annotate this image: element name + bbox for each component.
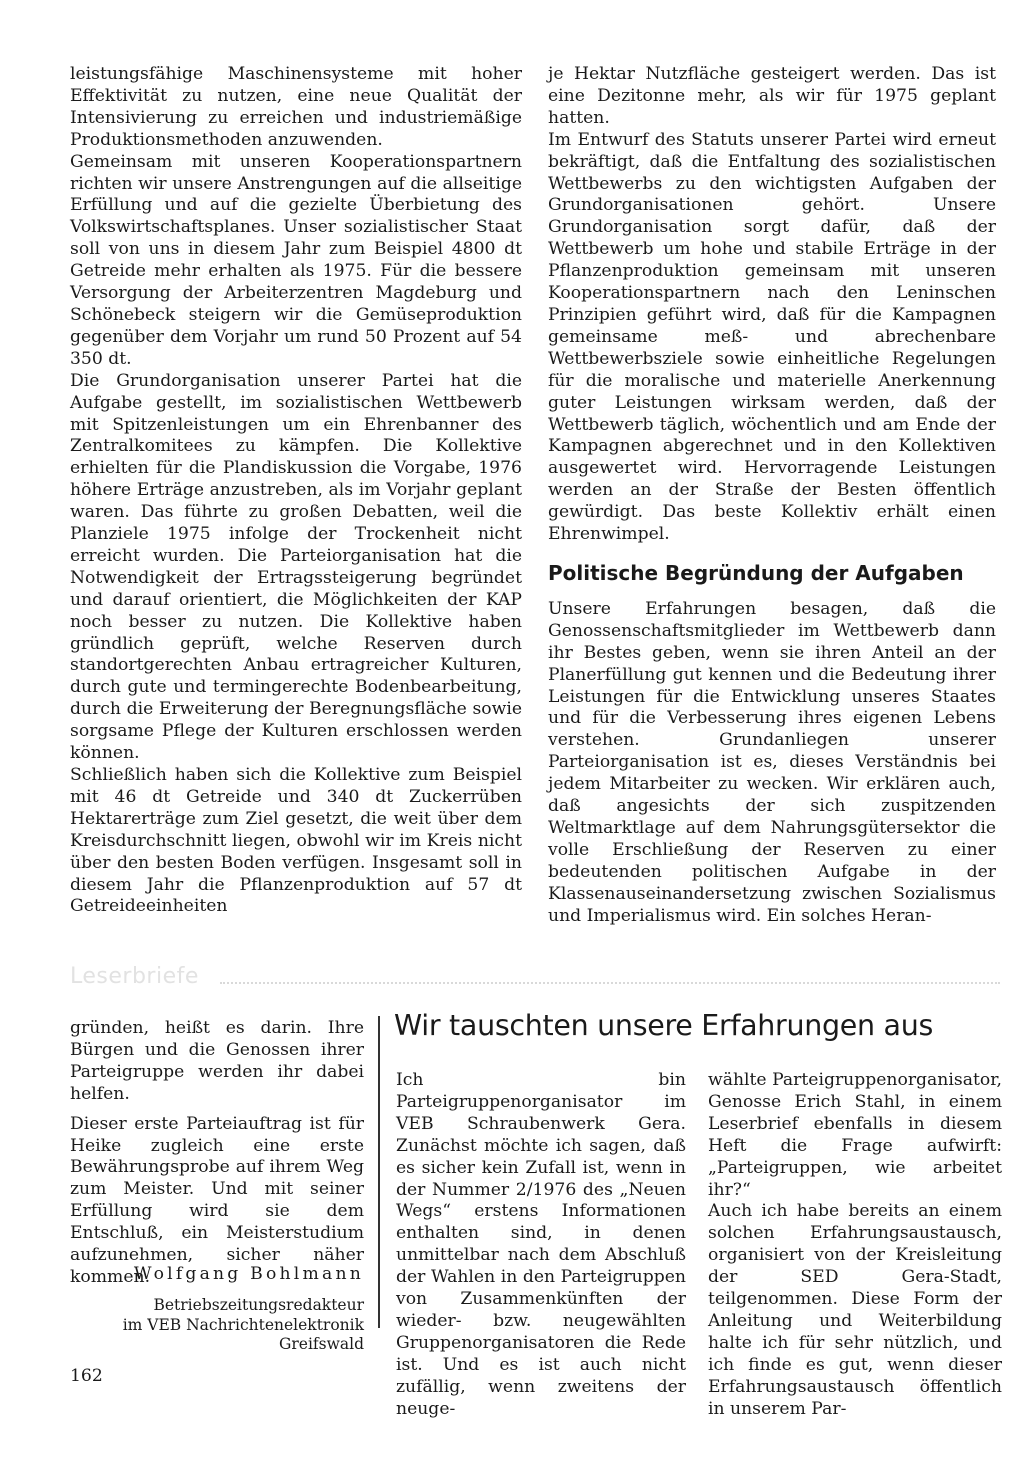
- column-right-top: [548, 64, 996, 928]
- paragraph: gründen, heißt es darin. Ihre Bürgen und die Genossen ihrer Parteigruppe werden ihr dabei helfen.: [70, 1018, 364, 1104]
- paragraph: wählte Parteigruppenorganisator, Genosse Erich Stahl, in einem Leserbrief ebenfalls in diesem Heft die Frage aufwirft: „Parteigruppen, wie arbeitet ihr?“: [708, 1070, 1002, 1200]
- column-divider: [378, 1016, 380, 1328]
- section-subheading: Politische Begründung der Aufgaben: [548, 560, 964, 585]
- section-divider: [220, 982, 1000, 984]
- author-role: [96, 1296, 364, 1355]
- paragraph: Die Grundorganisation unserer Partei hat die Aufgabe gestellt, im sozialistischen Wettbewerb mit Spitzenleistungen um ein Ehrenbanner des Zentralkomitees zu kämpfen. Die Kollektive erhielten für die Plandiskussion die Vorgabe, 1976 höhere Erträge anzustreben, als im Vorjahr geplant waren. Das führte zu großen Debatten, weil die Planziele 1975 infolge der Trockenheit nicht erreicht wurden. Die Parteiorganisation hat die Notwendigkeit der Ertragssteigerung begründet und darauf orientiert, die Möglichkeiten der KAP noch besser zu nutzen. Die Kollektive haben gründlich geprüft, welche Reserven durch standortgerechten Anbau ertragreicher Kulturen, durch gute und termingerechte Bodenbearbeitung, durch die Erweiterung der Beregnungsfläche sowie sorgsame Pflege der Kulturen erschlossen werden können.: [70, 370, 522, 764]
- author-name: Wolfgang Bohlmann: [133, 1264, 364, 1284]
- column-left-top: [70, 64, 522, 918]
- author-role-line: im VEB Nachrichtenelektronik: [122, 1315, 364, 1334]
- paragraph: Im Entwurf des Statuts unserer Partei wird erneut bekräftigt, daß die Entfaltung des sozialistischen Wettbewerbs zu den wichtigsten Aufgaben der Grundorganisationen gehört. Unsere Grundorganisation sorgt dafür, daß der Wettbewerb um hohe und stabile Erträge in der Pflanzenproduktion gemeinsam mit unseren Kooperationspartnern nach den Leninschen Prinzipien geführt wird, daß für die Kampagnen gemeinsame meß- und abrechenbare Wettbewerbsziele sowie einheitliche Regelungen für die moralische und materielle Anerkennung guter Leistungen wirksam werden, daß der Wettbewerb täglich, wöchentlich und am Ende der Kampagnen abgerechnet und in den Kollektiven ausgewertet wird. Hervorragende Leistungen werden an der Straße der Besten öffentlich gewürdigt. Das beste Kollektiv erhält einen Ehrenwimpel.: [548, 129, 996, 545]
- article-column-1: [396, 1070, 686, 1421]
- article-title: Wir tauschten unsere Erfahrungen aus: [394, 1009, 934, 1042]
- section-label: Leserbriefe: [70, 964, 199, 989]
- paragraph: Auch ich habe bereits an einem solchen Erfahrungsaustausch, organisiert von der Kreisleitung der SED Gera-Stadt, teilgenommen. Diese Form der Anleitung und Weiterbildung halte ich für sehr nützlich, und ich finde es gut, wenn dieser Erfahrungsaustausch öffentlich in unserem Par-: [708, 1201, 1002, 1419]
- author-role-line: Greifswald: [278, 1335, 364, 1353]
- author-role-line: Betriebszeitungsredakteur: [153, 1296, 364, 1314]
- paragraph: Ich bin Parteigruppenorganisator im VEB Schraubenwerk Gera. Zunächst möchte ich sagen, daß es sicher kein Zufall ist, wenn in der Nummer 2/1976 des „Neuen Wegs“ erstens Informationen enthalten sind, in denen unmittelbar nach dem Abschluß der Wahlen in den Parteigruppen von Zusammenkünften der wieder- bzw. neugewählten Gruppenorganisatoren die Rede ist. Und es ist auch nicht zufällig, wenn zweitens der neuge-: [396, 1070, 686, 1419]
- paragraph: Unsere Erfahrungen besagen, daß die Genossenschaftsmitglieder im Wettbewerb dann ihr Bestes geben, wenn sie ihren Anteil an der Planerfüllung gut kennen und die Bedeutung ihrer Leistungen für die Entwicklung unseres Staates und für die Verbesserung ihres eigenen Lebens verstehen. Grundanliegen unserer Parteiorganisation ist es, dieses Verständnis bei jedem Mitarbeiter zu wecken. Wir erklären auch, daß angesichts der sich zuspitzenden Weltmarktlage auf dem Nahrungsgütersektor die volle Erschließung der Reserven zu einer bedeutenden politischen Aufgabe in der Klassenauseinandersetzung zwischen Sozialismus und Imperialismus wird. Ein solches Heran-: [548, 598, 996, 926]
- column-letter-end: [70, 1018, 364, 1289]
- paragraph: Gemeinsam mit unseren Kooperationspartnern richten wir unsere Anstrengungen auf die allseitige Erfüllung und auf die gezielte Überbietung des Volkswirtschaftsplanes. Unser sozialistischer Staat soll von uns in diesem Jahr zum Beispiel 4800 dt Getreide mehr erhalten als 1975. Für die bessere Versorgung der Arbeiterzentren Magdeburg und Schönebeck steigern wir die Gemüseproduktion gegenüber dem Vorjahr um rund 50 Prozent auf 54 350 dt.: [70, 151, 522, 369]
- paragraph: je Hektar Nutzfläche gesteigert werden. Das ist eine Dezitonne mehr, als wir für 1975 geplant hatten.: [548, 64, 996, 128]
- paragraph: leistungsfähige Maschinensysteme mit hoher Effektivität zu nutzen, eine neue Qualität der Intensivierung zu erreichen und industriemäßige Produktionsmethoden anzuwenden.: [70, 64, 522, 150]
- paragraph: Dieser erste Parteiauftrag ist für Heike zugleich eine erste Bewährungsprobe auf ihrem Weg zum Meister. Und mit seiner Erfüllung wird sie dem Entschluß, ein Meisterstudium aufzunehmen, sicher näher kommen.: [70, 1113, 364, 1287]
- article-column-2: [708, 1070, 1002, 1421]
- paragraph: Schließlich haben sich die Kollektive zum Beispiel mit 46 dt Getreide und 340 dt Zuckerrüben Hektarerträge zum Ziel gesetzt, die weit über dem Kreisdurchschnitt liegen, obwohl wir im Kreis nicht über den besten Boden verfügen. Insgesamt soll in diesem Jahr die Pflanzenproduktion auf 57 dt Getreideeinheiten: [70, 765, 522, 917]
- section-band: [70, 964, 1000, 994]
- page-number: 162: [70, 1366, 103, 1386]
